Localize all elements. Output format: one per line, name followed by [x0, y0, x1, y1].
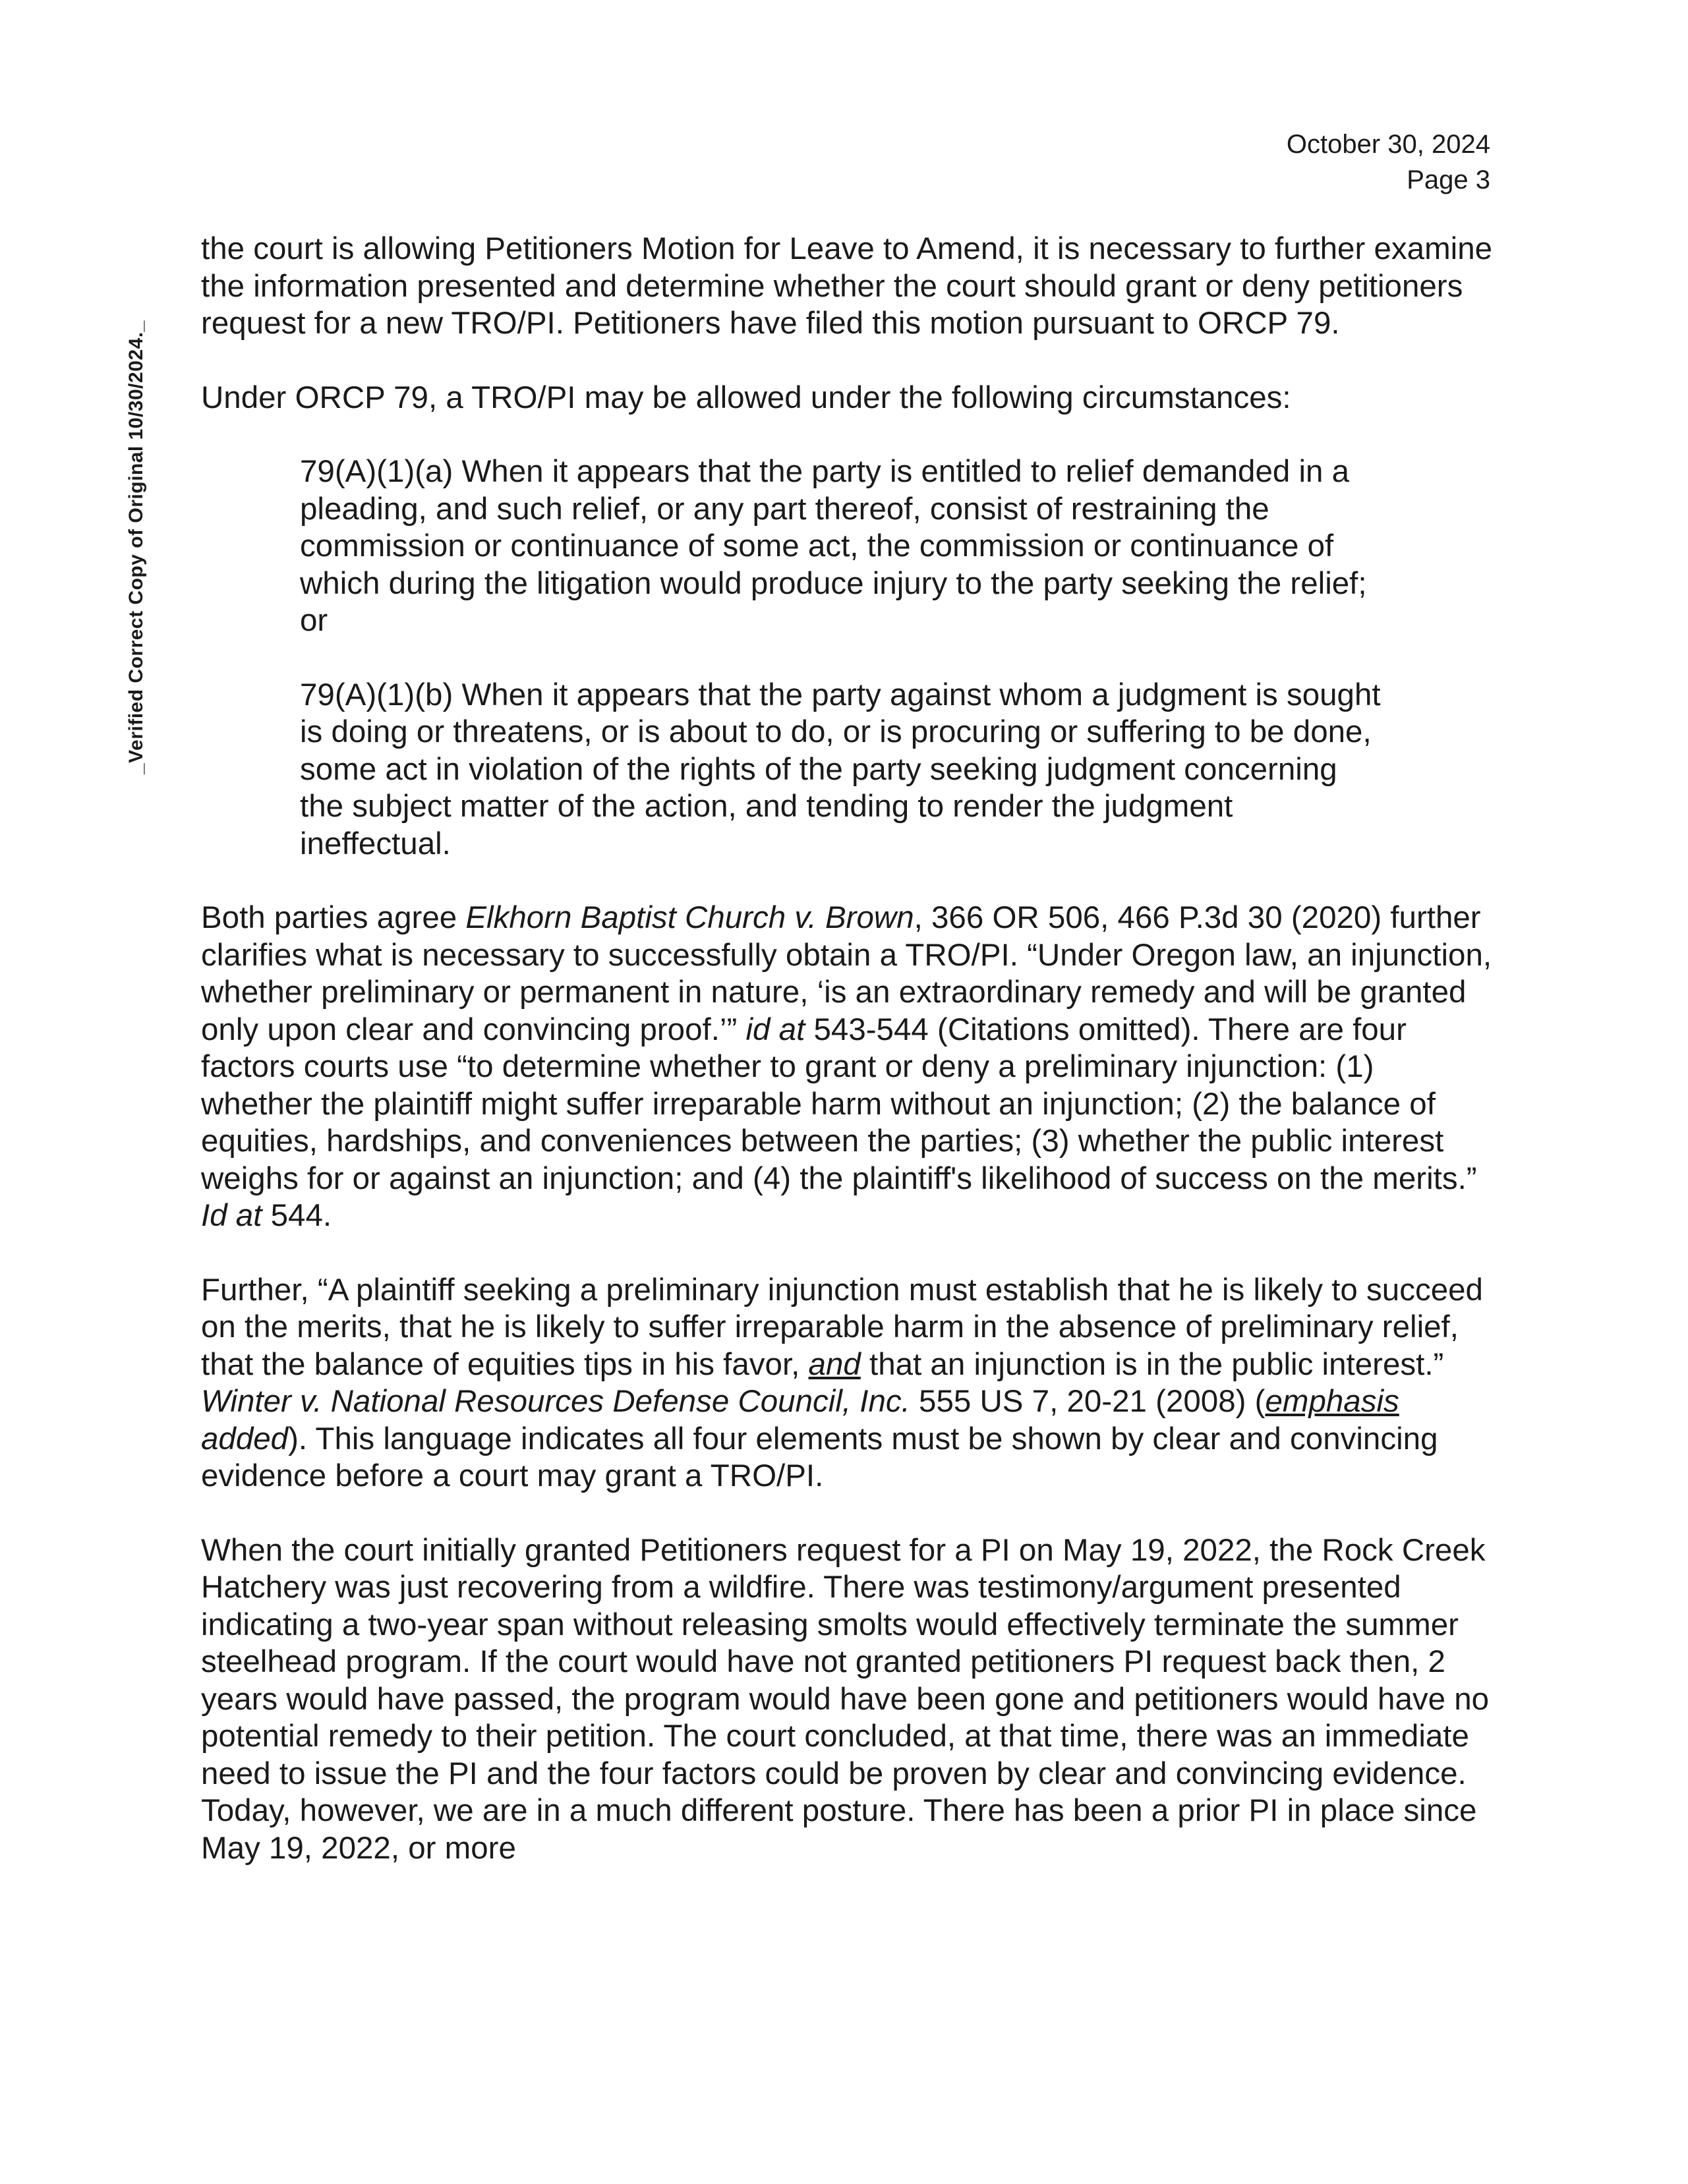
- paragraph-history: When the court initially granted Petitioners request for a PI on May 19, 2022, the Rock Creek Hatchery was just recovering from a wildfire. There was testimony/argument presented indicating a two-year span without releasing smolts would effectively terminate the summer steelhead program. If the court would have not granted petitioners PI request back then, 2 years would have passed, the program would have been gone and petitioners would have no potential remedy to their petition. The court concluded, at that time, there was an immediate need to issue the PI and the four factors could be proven by clear and convincing evidence. Today, however, we are in a much different posture. There has been a prior PI in place since May 19, 2022, or more: [201, 1532, 1490, 1866]
- verification-stamp: _Verified Correct Copy of Original 10/30/2024._: [125, 320, 147, 774]
- case-citation: Winter v. National Resources Defense Council, Inc.: [201, 1384, 910, 1419]
- emphasis-note-added: added: [201, 1421, 289, 1456]
- block-quote-79a1b: 79(A)(1)(b) When it appears that the party against whom a judgment is sought is doing or threatens, or is about to do, or is procuring or suffering to be done, some act in violation of the rights of the party seeking judgment concerning the subject matter of the action, and tending to render the judgment ineffectual.: [300, 677, 1381, 861]
- emphasized-word: and: [808, 1346, 861, 1382]
- paragraph-winter: [201, 1272, 1493, 1495]
- block-quote-79a1a: 79(A)(1)(a) When it appears that the party is entitled to relief demanded in a pleading, and such relief, or any part thereof, consist of restraining the commission or continuance of some act, the commission or continuance of which during the litigation would produce injury to the party seeking the relief; or: [300, 454, 1367, 638]
- paragraph-intro: the court is allowing Petitioners Motion for Leave to Amend, it is necessary to further examine the information presented and determine whether the court should grant or deny petitioners request for a new TRO/PI. Petitioners have filed this motion pursuant to ORCP 79.: [201, 231, 1493, 341]
- document-body: [201, 231, 1493, 1904]
- paragraph-orcp-79: Under ORCP 79, a TRO/PI may be allowed under the following circumstances:: [201, 380, 1291, 415]
- text-run: 544.: [262, 1198, 332, 1233]
- pin-cite: Id at: [201, 1198, 262, 1233]
- case-citation: Elkhorn Baptist Church v. Brown: [465, 900, 914, 935]
- text-run: , 366 OR 506, 466 P.3d 30 (2020) further clarifies what is necessary to successfully obtain a TRO/PI. “Under Oregon law, an injunction, whether preliminary or permanent in nature, ‘is an extraordinary remedy and will be granted only upon clear and convincing proof.’”: [201, 900, 1492, 1047]
- paragraph-elkhorn: [201, 900, 1493, 1235]
- header-date: October 30, 2024: [1286, 130, 1490, 159]
- header-page-number: Page 3: [1407, 165, 1490, 194]
- text-run: Further, “A plaintiff seeking a preliminary injunction must establish that he is likely to succeed on the merits, that he is likely to suffer irreparable harm in the absence of preliminary relief, that the balance of equities tips in his favor,: [201, 1272, 1483, 1382]
- pin-cite: id at: [745, 1012, 805, 1047]
- emphasis-note: emphasis: [1265, 1384, 1399, 1419]
- text-run: that an injunction is in the public interest.”: [860, 1346, 1444, 1382]
- text-run: 543-544 (Citations omitted). There are four factors courts use “to determine whether to grant or deny a preliminary injunction: (1) whether the plaintiff might suffer irreparable harm without an injunction; (2) the balance of equities, hardships, and conveniences between the parties; (3) whether the public interest weighs for or against an injunction; and (4) the plaintiff's likelihood of success on the merits.”: [201, 1012, 1477, 1196]
- text-run: ). This language indicates all four elements must be shown by clear and convincing evidence before a court may grant a TRO/PI.: [201, 1421, 1438, 1493]
- text-run: Both parties agree: [201, 900, 466, 935]
- page-header: [1287, 127, 1490, 198]
- text-run: 555 US 7, 20-21 (2008) (: [910, 1384, 1266, 1419]
